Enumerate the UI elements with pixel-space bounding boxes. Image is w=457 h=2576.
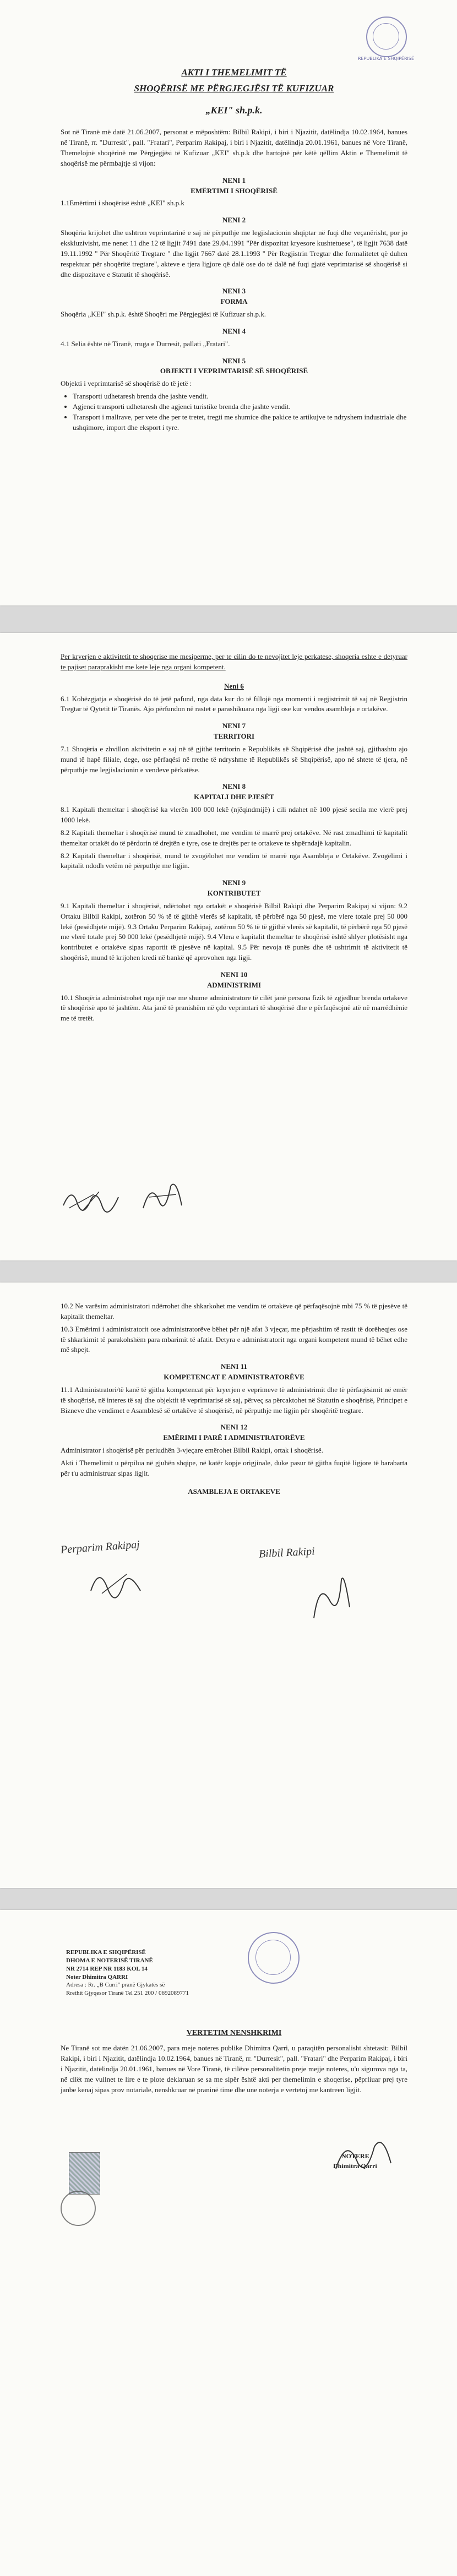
article-5-intro: Objekti i veprimtarisë së shoqërisë do të jetë : — [61, 379, 192, 388]
document-page-3 — [0, 1282, 457, 1888]
notary-header-line-1: REPUBLIKA E SHQIPËRISË — [66, 1949, 146, 1956]
article-11-title: KOMPETENCAT E ADMINISTRATORËVE — [164, 1373, 304, 1382]
revenue-stamp — [69, 2152, 100, 2195]
notary-header-line-5: Adresa : Rr. „B Curri" pranë Gjykatës së — [66, 1982, 165, 1989]
signature-scribble-4 — [308, 1569, 352, 1624]
article-5-title: OBJEKTI I VEPRIMTARISË SË SHOQËRISË — [160, 367, 308, 375]
article-10-title: ADMINISTRIMI — [206, 980, 262, 989]
article-4-text: 4.1 Selia është në Tiranë, rruga e Durresit, pallati „Fratari". — [61, 339, 230, 348]
article-6-text: 6.1 Kohëzgjatja e shoqërisë do të jetë pafund, nga data kur do të fillojë nga momenti i regjistrimit të saj në Regjistrin Tregtar të Qytetit të Tiranës. Ajo përfundon në rastet e parashikuara nga ligji ose kur vendos asambleja e ortakëve. — [61, 694, 407, 713]
article-4-heading: NENI 4 — [222, 326, 246, 335]
signature-scribble-3 — [88, 1563, 143, 1602]
list-item: • Transporti udhetaresh brenda dhe jashte vendit. — [73, 391, 407, 402]
article-12-text-2: Akti i Themelimit u përpilua në gjuhën shqipe, në katër kopje origjinale, duke pasur të gjitha fuqitë ligjore të barabarta për t'u administruar sipas ligjit. — [61, 1458, 407, 1477]
assembly-heading: ASAMBLEJA E ORTAKEVE — [188, 1487, 280, 1496]
article-12-text-1: Administrator i shoqërisë për periudhën 3-vjeçare emërohet Bilbil Rakipi, ortak i shoqërisë. — [61, 1446, 323, 1455]
notary-name: Dhimitra Qarri — [333, 2162, 377, 2170]
list-item: • Transport i mallrave, per vete dhe per te tretet, tregti me shumice dhe pakice te artikujve te ndryshem industriale dhe ushqimore, import dhe eksport i tyre. — [73, 412, 407, 433]
notary-header-line-4: Noter Dhimitra QARRI — [66, 1973, 128, 1980]
article-7-title: TERRITORI — [213, 732, 255, 741]
article-2-text: Shoqëria krijohet dhe ushtron veprimtarinë e saj në përputhje me legjislacionin shqiptar në fuqi dhe veçanërisht, por jo ekskluzivisht, me nenet 11 dhe 12 të ligjit 7491 date 29.04.1991 "Për dispozitat kryesore kushtetuese", të ligjit 7638 datë 19.11.1992 " Për Shoqëritë Tregtare " dhe ligjit 7667 datë 28.1.1993 " Për Regjistrin Tregtar dhe formalitetet që duhen respektuar për shoqëritë tregtare", akteve e tjera ligjore që dalë ose do të dalë në fuqi gjatë veprimtarisë së shoqërisë si dhe dispozitave e Statutit të shoqërisë. — [61, 228, 407, 279]
article-3-heading: NENI 3 — [222, 287, 246, 296]
article-10-text: 10.1 Shoqëria administrohet nga një ose me shume administratore të cilët janë persona fizik të zgjedhur brenda ortakeve të shoqërisë apo të jashtëm. Ata janë të pranishëm në çdo veprimtari të shoqërisë dhe e përfaqësojnë atë në marrëdhënie me të tretët. — [61, 993, 407, 1023]
notary-signature — [330, 2130, 396, 2180]
notary-stamp — [248, 1932, 300, 1984]
document-title-line-1: AKTI I THEMELIMIT TË — [181, 67, 287, 78]
notary-header-line-2: DHOMA E NOTERISË TIRANË — [66, 1957, 153, 1964]
notary-label: NOTERE — [341, 2152, 369, 2160]
article-12-heading: NENI 12 — [220, 1423, 248, 1432]
article-7-heading: NENI 7 — [222, 722, 246, 730]
intro-paragraph: Sot në Tiranë më datë 21.06.2007, personat e mëposhtëm: Bilbil Rakipi, i biri i Njazitit, datëlindja 10.02.1964, banues në Tiranë, rr. "Durresit", pall. "Fratari", Perparim Rakipaj, i biri i Njazitit, datëlindja 20.01.1961, banues në Vore Tiranë, Themelojnë shoqërinë me Përgjegjësi të Kufizuar „KEI" sh.p.k dhe hartojnë për këtë qëllim Aktin e Themelimit të shoqërisë me përmbajtje si vijon: — [61, 128, 407, 167]
notary-header-line-6: Rrethit Gjyqesor Tiranë Tel 251 200 / 0692089771 — [66, 1990, 189, 1997]
article-1-text: 1.1Emërtimi i shoqërisë është „KEI" sh.p.k — [61, 199, 184, 208]
signature-right: Bilbil Rakipi — [258, 1545, 315, 1560]
notary-stamp — [366, 17, 407, 57]
article-2-heading: NENI 2 — [222, 216, 246, 225]
article-8-heading: NENI 8 — [222, 782, 246, 791]
signature-scribble-2 — [138, 1175, 187, 1219]
stamp-text: REPUBLIKA E SHQIPËRISË — [358, 56, 414, 61]
activity-license-note: Per kryerjen e aktivitetit te shoqerise me mesiperme, per te cilin do te nevojitet leje perkatese, shoqeria eshte e detyruar te pajiset paraprakisht me kete leje nga organi kompetent. — [61, 652, 407, 671]
article-6-heading: Neni 6 — [224, 681, 244, 690]
document-page-1 — [0, 0, 457, 605]
article-10-3-text: 10.3 Emërimi i administratorit ose administratorëve bëhet për një afat 3 vjeçar, me përjashtim të rastit të dorëheqjes ose të shkarkimit të parakohshëm para mbarimit të afatit. Detyra e administratorit nga organi kompetent mund të bëhet edhe më shpejt. — [61, 1324, 407, 1354]
article-10-2-text: 10.2 Ne varësim administratori ndërrohet dhe shkarkohet me vendim të ortakëve që përfaqësojnë mbi 75 % të pjesëve të kapitalit themeltar. — [61, 1302, 407, 1320]
article-8-text-3: 8.2 Kapitali themeltar i shoqërisë, mund të zvogëlohet me vendim të marrë nga Asambleja e Ortakëve. Zvogëlimi i kapitalit ndodh vetëm në përputhje me ligjin. — [61, 851, 407, 870]
article-1-title: EMËRTIMI I SHOQËRISË — [191, 186, 278, 195]
company-name: „KEI" sh.p.k. — [205, 105, 263, 116]
activity-list — [73, 391, 407, 433]
article-10-heading: NENI 10 — [220, 970, 248, 979]
document-page-2 — [0, 633, 457, 1260]
article-9-text: 9.1 Kapitali themeltar i shoqërisë, ndërtohet nga ortakët e shoqërisë Bilbil Rakipi dhe Perparim Rakipaj si vijon: 9.2 Ortaku Bilbil Rakipi, zotëron 50 % të të gjithë vlerës së kapitalit, të përbërë nga 50 pjesë, me vlere totale prej 50 000 lekë (pesëdhjetë mijë). 9.3 Ortaku Perparim Rakipaj, zotëron 50 % të të gjithë vlerës së kapitalit, të përbërë nga 50 pjesë me vlerë totale prej 50 000 lekë (pesëdhjetë mijë). 9.4 Vlera e kapitalit themeltar te shoqërisë është shlyer plotësisht nga kontributet e ortakëve sipas raportit të pjesëve në kapital. 9.5 Për nevoja të punës dhe të ushtrimit të aktivitetit të shoqërisë, mund të krijohen kredi në bankë që aprovohen nga ligji. — [61, 901, 407, 962]
article-1-heading: NENI 1 — [222, 176, 246, 184]
article-9-title: KONTRIBUTET — [207, 889, 261, 898]
signature-scribble-1 — [61, 1183, 121, 1216]
article-11-heading: NENI 11 — [220, 1362, 248, 1371]
document-page-4 — [0, 1910, 457, 2576]
article-8-text-2: 8.2 Kapitali themeltar i shoqërisë mund të zmadhohet, me vendim të marrë prej ortakëve. Në rast zmadhimi të kapitalit themeltar ortakët do të përdorin të drejtën e tyre, ose te drejtës per te ortakeve te shpërndajë kapitalin. — [61, 828, 407, 847]
certification-text: Ne Tiranë sot me datën 21.06.2007, para meje noteres publike Dhimitra Qarri, u paraqitën personalisht shtetasit: Bilbil Rakipi, i biri i Njazitit, datëlindja 10.02.1964, banues në Tiranë, rr. "Durresit", pall. "Fratari" dhe Perparim Rakipaj, i biri i Njazitit, datëlindja 20.01.1961, banues në Vore Tiranë, të cilëve personalitetin preje mejje noteres, u'u sigurova nga ta, në cilët me vullnet te lire e te plote deklaruan se sa me sipër është akti per themelimin e shoqerise, pëprliuar prej tyre janbe kenaj sipas prov notariale, nenshkruar në praninë time dhe une noterja e vertetoj me kantreen ligjit. — [61, 2044, 407, 2094]
article-9-heading: NENI 9 — [222, 878, 246, 887]
article-8-text-1: 8.1 Kapitali themeltar i shoqërisë ka vlerën 100 000 lekë (njëqindmijë) i cili ndahet në 100 pjesë secila me vlerë prej 1000 lekë. — [61, 805, 407, 824]
list-item: • Agjenci transporti udhetaresh dhe agjenci turistike brenda dhe jashte vendit. — [73, 402, 407, 412]
article-12-title: EMËRIMI I PARË I ADMINISTRATORËVE — [163, 1433, 305, 1442]
signature-left: Perparim Rakipaj — [60, 1538, 140, 1556]
certification-heading: VERTETIM NENSHKRIMI — [186, 2029, 282, 2037]
article-8-title: KAPITALI DHE PJESËT — [194, 793, 274, 801]
round-seal — [61, 2191, 96, 2226]
article-11-text: 11.1 Administratori/të kanë të gjitha kompetencat për kryerjen e veprimeve të administrimit dhe të përfaqësimit në emër të shoqërisë, në interes të saj dhe objektit të veprimtarisë së saj, përveç sa përcaktohet në Statutin e shoqërisë, Principet e Bizneve dhe vendimet e Asamblesë së ortakëve të shoqërisë, në përputhje me ligjin për shoqëritë tregtare. — [61, 1385, 407, 1415]
article-3-text: Shoqëria „KEI" sh.p.k. është Shoqëri me Përgjegjësi të Kufizuar sh.p.k. — [61, 310, 266, 319]
notary-header-line-3: NR 2714 REP NR 1183 KOL 14 — [66, 1965, 148, 1972]
article-5-heading: NENI 5 — [222, 356, 246, 365]
article-7-text: 7.1 Shoqëria e zhvillon aktivitetin e saj në të gjithë territorin e Republikës së Shqipërisë dhe jashtë saj, gjithashtu ajo mund të hapë filiale, dege, ose përfaqësi në rrethe të ndryshme të Republikës së Shqipërisë, apo në shtete të tjera, në përputhje me legjislacionin e vendeve përkatëse. — [61, 744, 407, 774]
article-3-title: FORMA — [220, 297, 248, 306]
document-title-line-2: SHOQËRISË ME PËRGJEGJËSI TË KUFIZUAR — [134, 83, 334, 94]
